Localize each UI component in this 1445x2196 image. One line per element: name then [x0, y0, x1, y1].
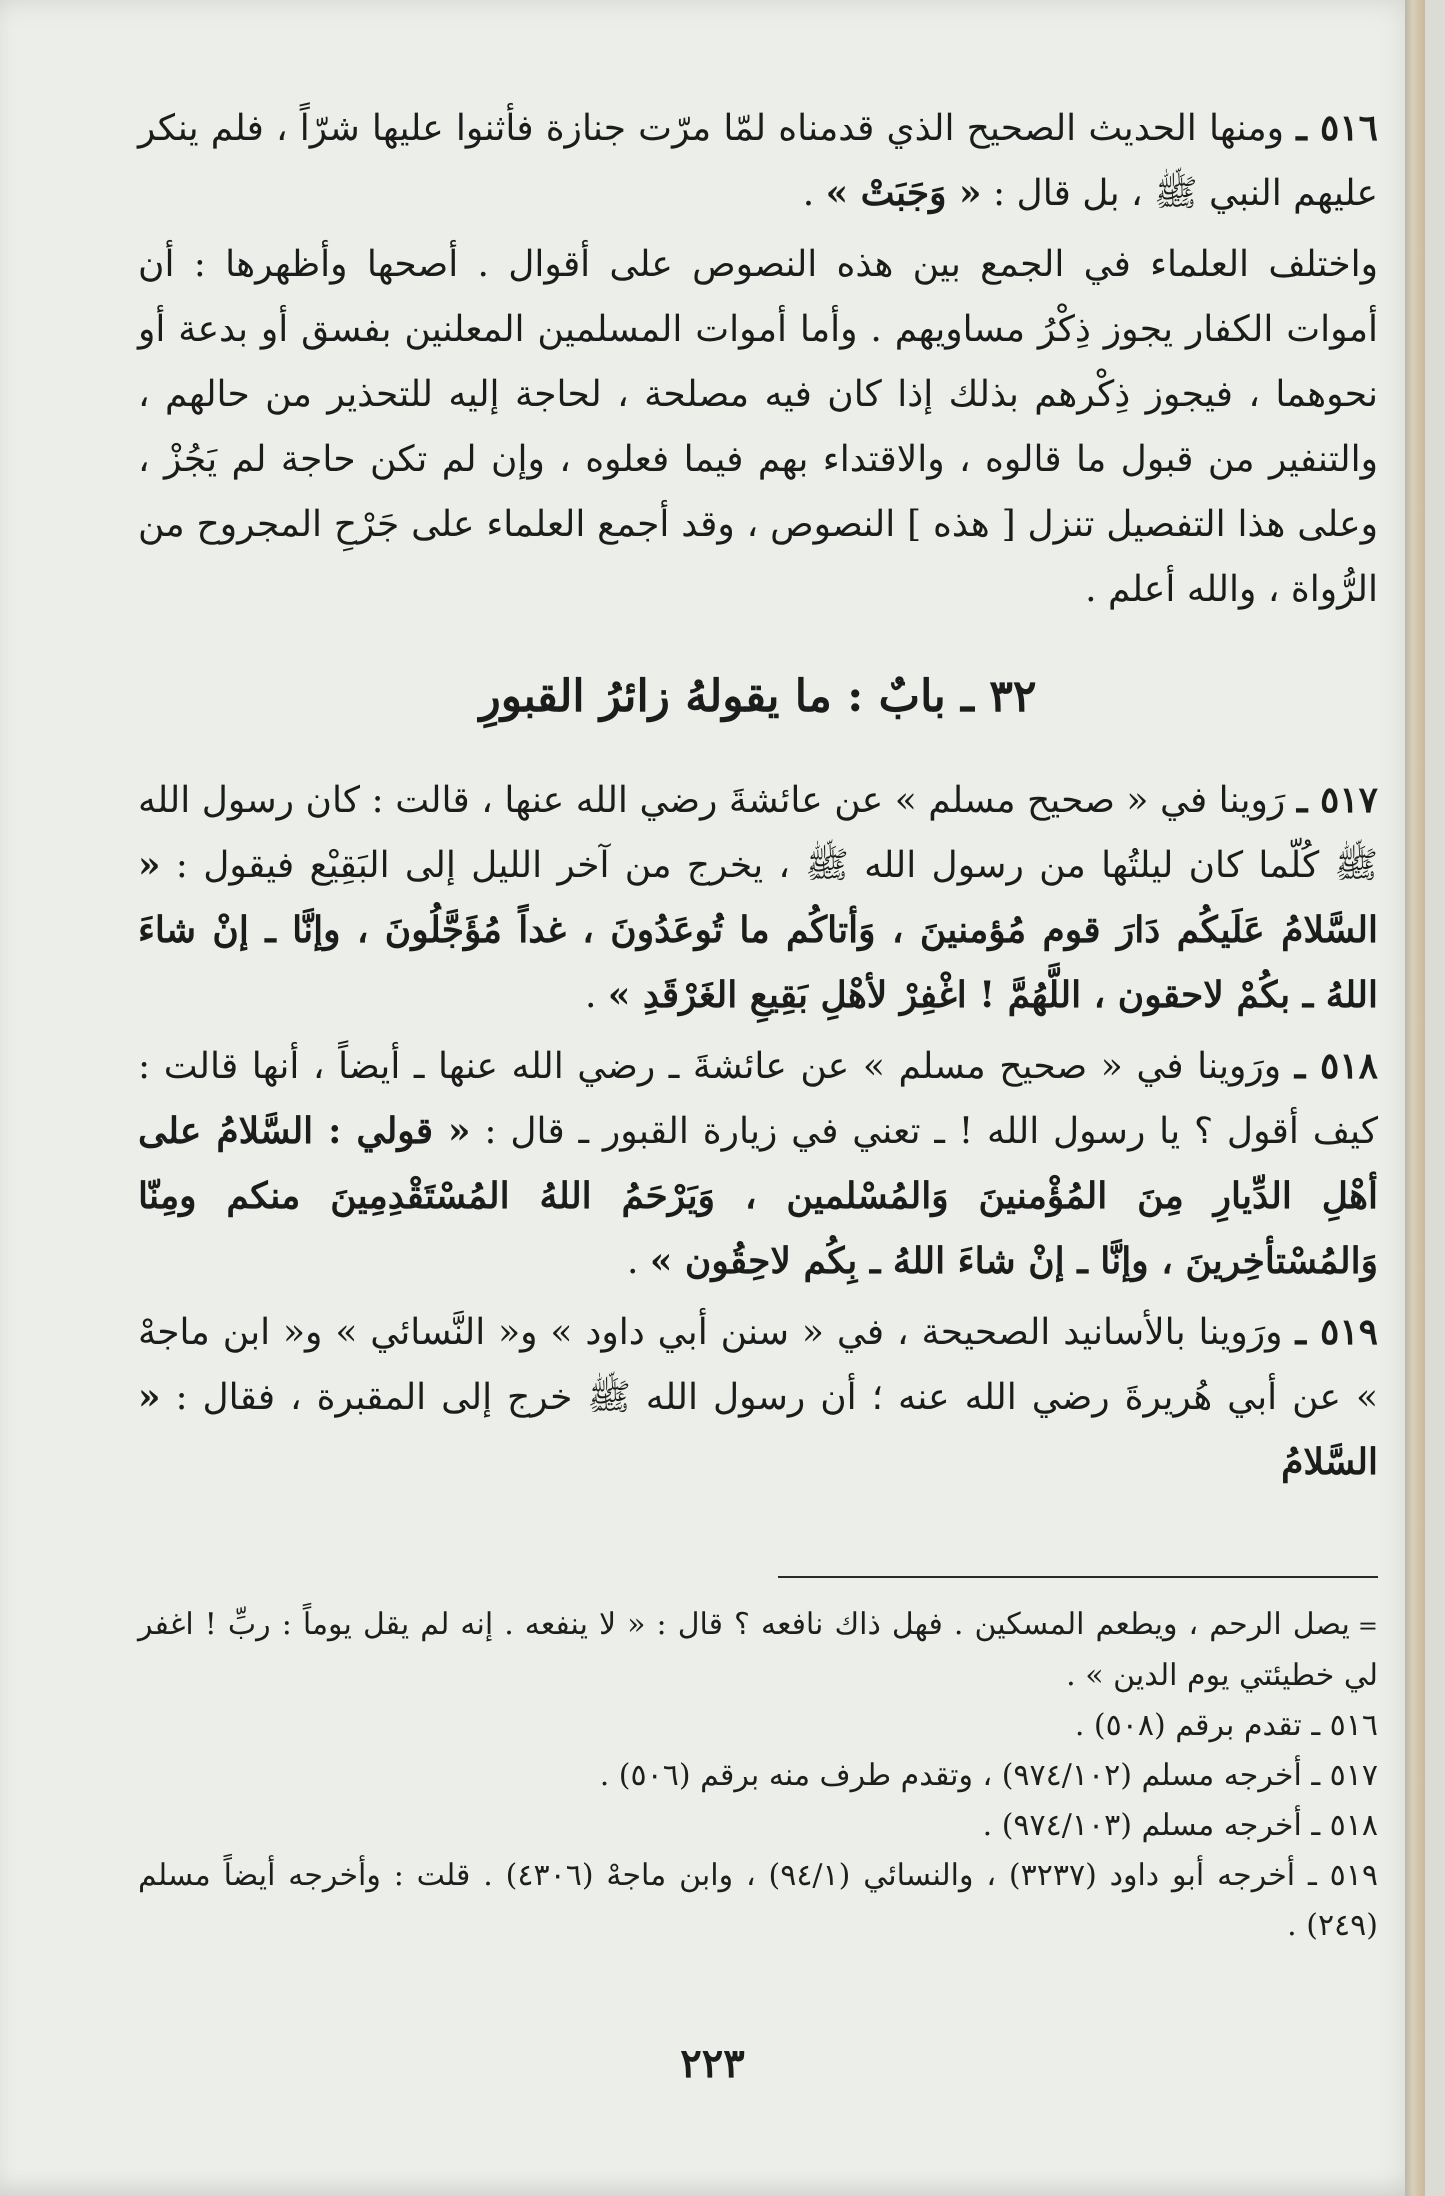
main-text	[138, 96, 1378, 1501]
paragraph-text: رَوينا في « صحيح مسلم » عن عائشةَ رضي الله عنها ، قالت : كان رسول الله ﷺ كُلّما كان ليلتُها من رسول الله ﷺ ، يخرج من آخر الليل إلى البَقِيْع فيقول :	[138, 780, 1378, 886]
footnote-516: ٥١٦ ـ تقدم برقم (٥٠٨) .	[1074, 1708, 1378, 1743]
prophet-quote: « وَجَبَتْ »	[825, 172, 982, 214]
footnote-518: ٥١٨ ـ أخرجه مسلم (٩٧٤/١٠٣) .	[982, 1808, 1378, 1843]
footnote-517: ٥١٧ ـ أخرجه مسلم (٩٧٤/١٠٢) ، وتقدم طرف منه برقم (٥٠٦) .	[599, 1758, 1378, 1793]
continuation-mark: =	[1357, 1612, 1378, 1640]
prophet-quote: « قولي : السَّلامُ على أهْلِ الدِّيارِ مِنَ المُؤْمنينَ وَالمُسْلمين ، وَيَرْحَمُ اللهُ المُسْتَقْدِمِينَ منكم ومِنّا وَالمُسْتأخِرينَ ، وإنَّا ـ إنْ شاءَ اللهُ ـ بِكُم لاحِقُون »	[138, 1110, 1379, 1282]
page-edge	[1405, 0, 1425, 2196]
paragraph-explanation	[138, 232, 1378, 622]
paragraph-text: واختلف العلماء في الجمع بين هذه النصوص على أقوال . أصحها وأظهرها : أن أموات الكفار يجوز ذِكْرُ مساويهم . وأما أموات المسلمين المعلنين بفسق أو بدعة أو نحوهما ، فيجوز ذِكْرهم بذلك إذا كان فيه مصلحة ، لحاجة إليه للتحذير من حالهم ، والتنفير من قبول ما قالوه ، والاقتداء بهم فيما فعلوه ، وإن لم تكن حاجة لم يَجُزْ ، وعلى هذا التفصيل تنزل [ هذه ] النصوص ، وقد أجمع العلماء على جَرْحِ المجروح من الرُّواة ، والله أعلم .	[138, 244, 1379, 610]
paragraph-519	[138, 1300, 1378, 1495]
paragraph-516	[138, 96, 1378, 226]
prophet-quote: « السَّلامُ عَلَيكُم دَارَ قوم مُؤمنينَ ، وَأتاكُم ما تُوعَدُونَ ، غداً مُؤَجَّلُونَ ، وإنَّا ـ إنْ شاءَ اللهُ ـ بكُمْ لاحقون ، اللَّهُمَّ ! اغْفِرْ لأهْلِ بَقِيعِ الغَرْقَدِ »	[138, 844, 1378, 1016]
paragraph-end: .	[626, 1241, 650, 1282]
footnote-continuation	[138, 1600, 1378, 1701]
hadith-number: ٥١٦ ـ	[1296, 107, 1378, 149]
separator-line	[778, 1576, 1378, 1578]
paragraph-end: .	[802, 173, 826, 214]
hadith-number: ٥١٧ ـ	[1296, 779, 1378, 821]
chapter-heading: ٣٢ ـ بابٌ : ما يقولهُ زائرُ القبورِ	[479, 671, 1037, 722]
paragraph-text: ورَوينا في « صحيح مسلم » عن عائشةَ ـ رضي الله عنها ـ أيضاً ، أنها قالت : كيف أقول ؟ يا رسول الله ! ـ تعني في زيارة القبور ـ قال :	[138, 1046, 1378, 1152]
hadith-number: ٥١٨ ـ	[1294, 1045, 1378, 1087]
page-number: ٢٢٣	[680, 2040, 745, 2087]
hadith-number: ٥١٩ ـ	[1295, 1311, 1378, 1353]
footnotes	[138, 1600, 1378, 1951]
paragraph-end: .	[585, 975, 608, 1016]
paragraph-517	[138, 768, 1378, 1028]
paragraph-text: ومنها الحديث الصحيح الذي قدمناه لمّا مرّت جنازة فأثنوا عليها شرّاً ، فلم ينكر عليهم النبي ﷺ ، بل قال :	[138, 108, 1378, 214]
paragraph-text: ورَوينا بالأسانيد الصحيحة ، في « سنن أبي داود » و« النَّسائي » و« ابن ماجهْ » عن أبي هُريرةَ رضي الله عنه ؛ أن رسول الله ﷺ خرج إلى المقبرة ، فقال :	[138, 1312, 1378, 1418]
prophet-quote: « السَّلامُ	[138, 1376, 1378, 1483]
paragraph-518	[138, 1034, 1378, 1294]
footnote-text: يصل الرحم ، ويطعم المسكين . فهل ذاك نافعه ؟ قال : « لا ينفعه . إنه لم يقل يوماً : ربِّ ! اغفر لي خطيئتي يوم الدين » .	[138, 1607, 1378, 1693]
footnote-519: ٥١٩ ـ أخرجه أبو داود (٣٢٣٧) ، والنسائي (٩٤/١) ، وابن ماجهْ (٤٣٠٦) . قلت : وأخرجه أيضاً مسلم (٢٤٩) .	[138, 1858, 1378, 1943]
